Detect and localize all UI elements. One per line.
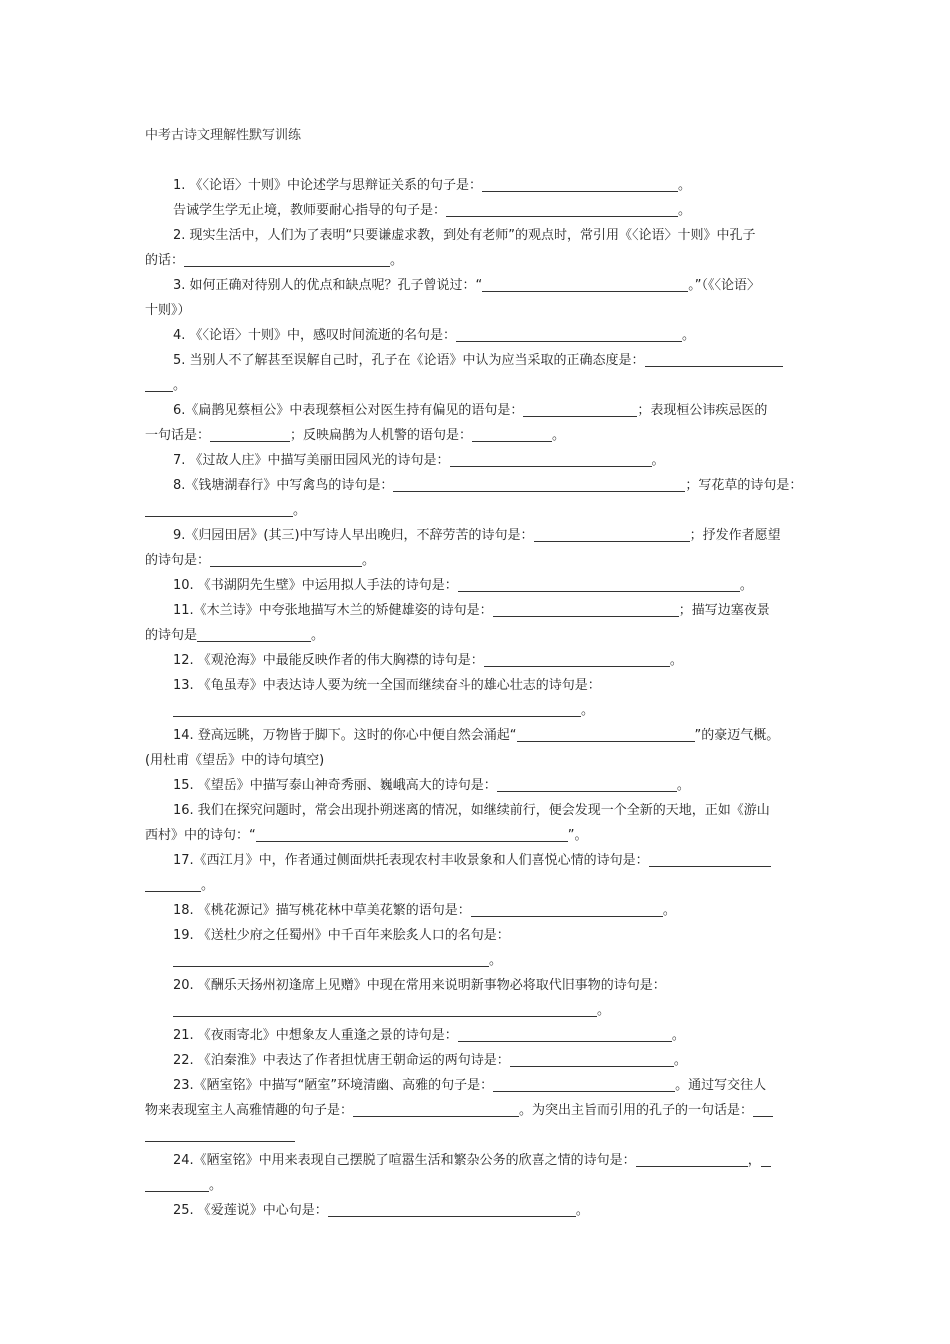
question-text: 13. 《龟虽寿》中表达诗人要为统一全国而继续奋斗的雄心壮志的诗句是： [173,678,601,693]
question-text: 1. 《〈论语〉十则》中论述学与思辩证关系的句子是： [173,178,483,193]
question-line [145,1101,807,1121]
answer-blank[interactable] [484,652,670,667]
question-text: 。 [597,1003,611,1018]
question-line [145,426,807,446]
question-text: 6.《扁鹊见蔡桓公》中表现蔡桓公对医生持有偏见的语句是： [173,403,524,418]
question-line [173,1051,807,1071]
answer-blank[interactable] [493,1077,675,1092]
question-line [173,526,807,546]
question-line [145,1176,807,1196]
answer-blank[interactable] [645,352,783,367]
question-line [173,226,807,246]
question-text: 。 [581,703,595,718]
question-text: 。 [662,903,676,918]
question-text: 一句话是： [145,428,211,443]
question-text: 11.《木兰诗》中夸张地描写木兰的矫健雄姿的诗句是： [173,603,493,618]
question-line [145,826,807,846]
question-text: 24.《陋室铭》中用来表现自己摆脱了喧嚣生活和繁杂公务的欣喜之情的诗句是： [173,1153,636,1168]
answer-blank[interactable] [450,452,652,467]
question-text: 7. 《过故人庄》中描写美丽田园风光的诗句是： [173,453,450,468]
question-text: ；表现桓公讳疾忌医的 [637,403,768,418]
question-line [173,351,807,371]
question-text: 。 [311,628,325,643]
answer-blank[interactable] [458,577,740,592]
question-text: 。 [209,1178,223,1193]
question-line [173,326,807,346]
question-text: 25. 《爱莲说》中心句是： [173,1203,328,1218]
question-text: 。 [575,1203,589,1218]
question-text: ”的豪迈气概。 [694,728,780,743]
question-text: 14. 登高远眺，万物皆于脚下。这时的你心中便自然会涌起“ [173,728,517,743]
question-text: 17.《西江月》中，作者通过侧面烘托表现农村丰收景象和人们喜悦心情的诗句是： [173,853,649,868]
answer-blank[interactable] [145,1177,209,1192]
question-line [173,601,807,621]
question-text: 。 [173,378,187,393]
question-text: 20. 《酬乐天扬州初逢席上见赠》中现在常用来说明新事物必将取代旧事物的诗句是： [173,978,666,993]
question-text: 。 [671,1028,685,1043]
question-text: 10. 《书湖阴先生壁》中运用拟人手法的诗句是： [173,578,458,593]
answer-blank[interactable] [184,252,390,267]
question-text: ；反映扁鹊为人机警的语句是： [290,428,473,443]
question-line [145,301,807,321]
answer-blank[interactable] [472,427,552,442]
question-text: 3. 如何正确对待别人的优点和缺点呢？孔子曾说过：“ [173,278,483,293]
question-line [173,576,807,596]
question-line [145,501,807,521]
question-text: 。 [552,428,566,443]
question-line [173,1201,807,1221]
answer-blank[interactable] [145,1127,295,1142]
answer-blank[interactable] [173,1002,597,1017]
question-text: ；写花草的诗句是： [685,478,803,493]
question-text: 。 [489,953,503,968]
question-line [173,201,807,221]
question-text: ；抒发作者愿望 [689,528,781,543]
answer-blank[interactable] [493,602,679,617]
question-text: 西村》中的诗句：“ [145,828,256,843]
question-text: (用杜甫《望岳》中的诗句填空) [145,753,325,768]
question-text: 。 [676,778,690,793]
question-text: 。 [673,1053,687,1068]
question-line [173,1001,807,1021]
question-line [173,1026,807,1046]
answer-blank[interactable] [636,1152,748,1167]
question-text: 。 [678,178,692,193]
answer-blank[interactable] [173,952,489,967]
answer-blank[interactable] [210,552,362,567]
answer-blank[interactable] [497,777,677,792]
question-text: 。 [739,578,753,593]
question-text: 十则》） [145,303,191,318]
answer-blank[interactable] [145,877,201,892]
question-line [173,776,807,796]
answer-blank[interactable] [210,427,290,442]
question-line [173,951,807,971]
answer-blank[interactable] [534,527,690,542]
question-text: 。 [293,503,307,518]
question-line [173,976,807,996]
question-line [173,451,807,471]
question-line [173,276,807,296]
question-line [173,676,807,696]
question-line [173,1151,807,1171]
question-text: 。 [201,878,215,893]
question-text: 。为突出主旨而引用的孔子的一句话是： [519,1103,754,1118]
question-text: 。 [669,653,683,668]
question-line [173,901,807,921]
question-text: 9.《归园田居》(其三)中写诗人早出晚归，不辞劳苦的诗句是： [173,528,534,543]
question-line [173,726,807,746]
question-line [145,551,807,571]
question-line [145,376,807,396]
answer-blank[interactable] [456,327,682,342]
question-line [173,851,807,871]
question-text: 2. 现实生活中，人们为了表明“只要谦虚求教，到处有老师”的观点时，常引用《〈论语〉十则》中孔子 [173,228,756,243]
question-text: 21. 《夜雨寄北》中想象友人重逢之景的诗句是： [173,1028,458,1043]
answer-blank[interactable] [145,377,173,392]
answer-blank[interactable] [482,177,678,192]
answer-blank[interactable] [458,1027,672,1042]
question-text: 物来表现室主人高雅情趣的句子是： [145,1103,354,1118]
question-text: 8.《钱塘湖春行》中写禽鸟的诗句是： [173,478,394,493]
question-line [173,701,807,721]
answer-blank[interactable] [145,502,293,517]
question-text: 。 [678,203,692,218]
question-line [173,476,807,496]
question-line [173,801,807,821]
question-line [145,251,807,271]
question-text: ；描写边塞夜景 [678,603,770,618]
question-line [145,751,807,771]
question-text: 。 [362,553,376,568]
question-line [173,926,807,946]
answer-blank[interactable] [753,1102,773,1117]
answer-blank[interactable] [173,702,581,717]
question-line [145,626,807,646]
question-text: ， [747,1153,761,1168]
question-text: ”。 [567,828,588,843]
question-text: 19. 《送杜少府之任蜀州》中千百年来脍炙人口的名句是： [173,928,510,943]
question-line [145,1126,807,1146]
question-text: 。 [682,328,696,343]
answer-blank[interactable] [328,1202,576,1217]
answer-blank[interactable] [256,827,568,842]
question-text: 。 [390,253,404,268]
answer-blank[interactable] [393,477,685,492]
question-text: 告诫学生学无止境，教师要耐心指导的句子是： [173,203,447,218]
question-text: 。”（《〈论语〉 [688,278,761,293]
answer-blank[interactable] [510,1052,674,1067]
question-line [173,176,807,196]
question-text: 23.《陋室铭》中描写“陋室”环境清幽、高雅的句子是： [173,1078,494,1093]
question-text: 18. 《桃花源记》描写桃花林中草美花繁的语句是： [173,903,471,918]
question-text: 12. 《观沧海》中最能反映作者的伟大胸襟的诗句是： [173,653,484,668]
answer-blank[interactable] [649,852,771,867]
question-text: 16. 我们在探究问题时，常会出现扑朔迷离的情况，如继续前行，便会发现一个全新的天地，正如《游山 [173,803,770,818]
question-line [173,401,807,421]
question-text: 5. 当别人不了解甚至误解自己时，孔子在《论语》中认为应当采取的正确态度是： [173,353,645,368]
question-text: 的诗句是： [145,553,211,568]
question-text: 的话： [145,253,185,268]
answer-blank[interactable] [353,1102,519,1117]
question-text: 。 [651,453,665,468]
answer-blank[interactable] [446,202,678,217]
answer-blank[interactable] [523,402,637,417]
answer-blank[interactable] [197,627,311,642]
question-line [173,651,807,671]
answer-blank[interactable] [482,277,688,292]
answer-blank[interactable] [761,1152,771,1167]
question-text: 15. 《望岳》中描写泰山神奇秀丽、巍峨高大的诗句是： [173,778,497,793]
answer-blank[interactable] [517,727,695,742]
question-text: 。通过写交往人 [675,1078,767,1093]
document-title: 中考古诗文理解性默写训练 [145,128,302,143]
answer-blank[interactable] [471,902,663,917]
question-text: 22. 《泊秦淮》中表达了作者担忧唐王朝命运的两句诗是： [173,1053,510,1068]
question-text: 4. 《〈论语〉十则》中，感叹时间流逝的名句是： [173,328,457,343]
question-line [173,1076,807,1096]
question-text: 的诗句是 [145,628,198,643]
question-line [145,876,807,896]
